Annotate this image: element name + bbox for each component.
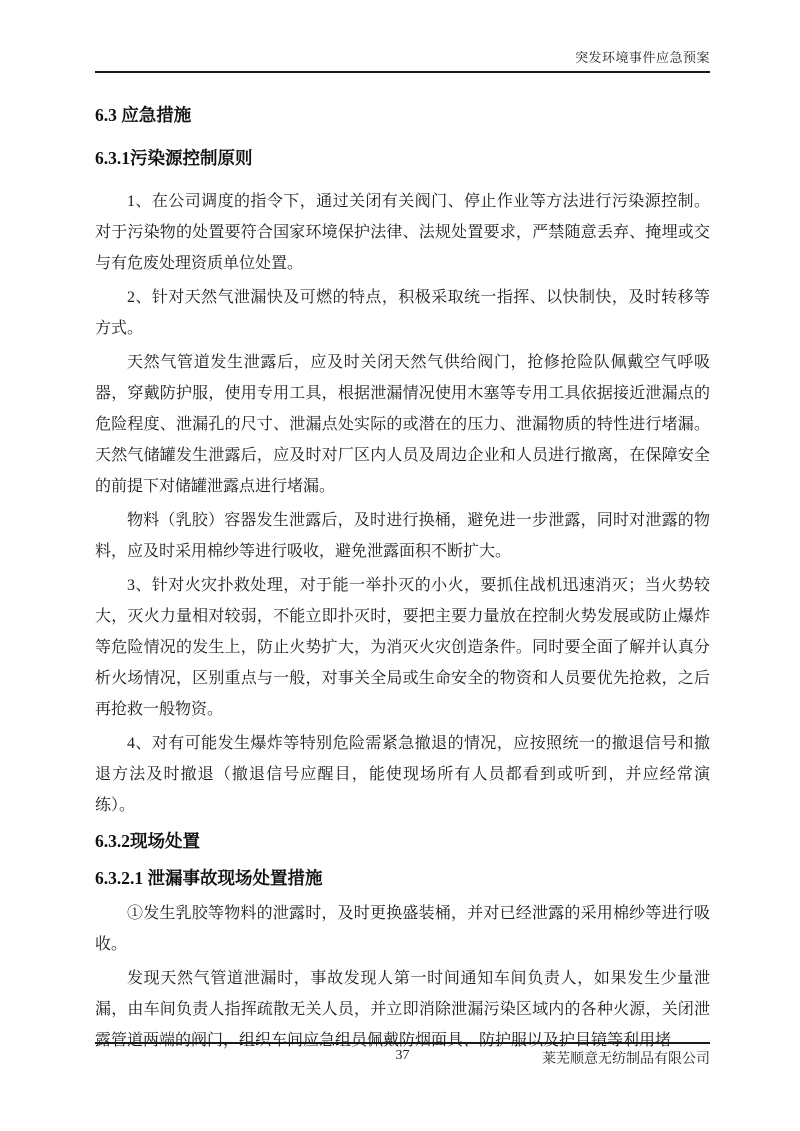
footer-company-name: 莱芜顺意无纺制品有限公司 xyxy=(542,1052,710,1067)
paragraph-2: 2、针对天然气泄漏快及可燃的特点，积极采取统一指挥、以快制快，及时转移等方式。 xyxy=(95,289,710,337)
paragraph-7: ①发生乳胶等物料的泄露时，及时更换盛装桶，并对已经泄露的采用棉纱等进行吸收。 xyxy=(95,905,710,953)
paragraph-6: 4、对有可能发生爆炸等特别危险需紧急撤退的情况，应按照统一的撤退信号和撤退方法及时撤退（撤退信号应醒目，能使现场所有人员都看到或听到，并应经常演练）。 xyxy=(95,735,710,814)
header-title: 突发环境事件应急预案 xyxy=(574,50,710,65)
paragraph-1: 1、在公司调度的指令下，通过关闭有关阀门、停止作业等方法进行污染源控制。对于污染物的处置要符合国家环境保护法律、法规处置要求，严禁随意丢弃、掩埋或交与有危废处理资质单位处置。 xyxy=(95,193,710,272)
heading-6-3-emergency-measures: 6.3 应急措施 xyxy=(95,105,192,125)
heading-6-3-2-1-leak-accident-measures: 6.3.2.1 泄漏事故现场处置措施 xyxy=(95,868,323,888)
paragraph-4: 物料（乳胶）容器发生泄露后，及时进行换桶，避免进一步泄露，同时对泄露的物料，应及时采用棉纱等进行吸收，避免泄露面积不断扩大。 xyxy=(95,512,710,560)
document-body xyxy=(95,0,710,1059)
paragraph-8: 发现天然气管道泄漏时，事故发现人第一时间通知车间负责人，如果发生少量泄漏，由车间负责人指挥疏散无关人员，并立即消除泄漏污染区域内的各种火源，关闭泄露管道两端的阀门，组织车间应急组员佩戴防烟面具、防护服以及护目镜等利用堵 xyxy=(95,970,710,1049)
page-footer xyxy=(95,1042,710,1068)
heading-6-3-2-onsite-disposal: 6.3.2现场处置 xyxy=(95,831,200,851)
heading-6-3-1-pollution-source-control: 6.3.1污染源控制原则 xyxy=(95,148,253,168)
footer-page-number: 37 xyxy=(395,1048,410,1063)
paragraph-3: 天然气管道发生泄露后，应及时关闭天然气供给阀门，抢修抢险队佩戴空气呼吸器，穿戴防护服，使用专用工具，根据泄漏情况使用木塞等专用工具依据接近泄漏点的危险程度、泄漏孔的尺寸、泄漏点处实际的或潜在的压力、泄漏物质的特性进行堵漏。天然气储罐发生泄露后，应及时对厂区内人员及周边企业和人员进行撤离，在保障安全的前提下对储罐泄露点进行堵漏。 xyxy=(95,354,710,495)
paragraph-5: 3、针对火灾扑救处理，对于能一举扑灭的小火，要抓住战机迅速消灭；当火势较大，灭火力量相对较弱，不能立即扑灭时，要把主要力量放在控制火势发展或防止爆炸等危险情况的发生上，防止火势扩大，为消灭火灾创造条件。同时要全面了解并认真分析火场情况，区别重点与一般，对事关全局或生命安全的物资和人员要优先抢救，之后再抢救一般物资。 xyxy=(95,577,710,718)
